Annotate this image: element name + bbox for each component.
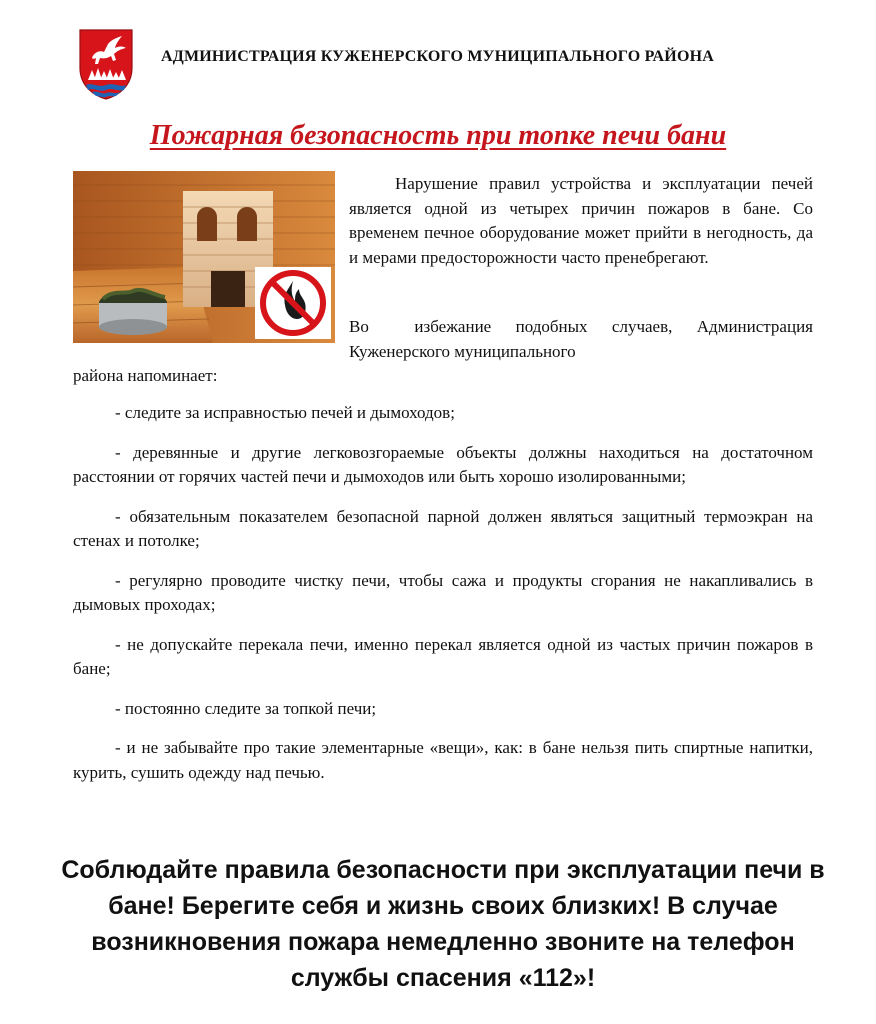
reminder-paragraph xyxy=(73,315,813,389)
list-item: - следите за исправностью печей и дымоходов; xyxy=(115,403,455,422)
list-item: - деревянные и другие легковозгораемые объекты должны находиться на достаточном расстоянии от горячих частей печи и дымоходов или быть хорошо изолированными; xyxy=(73,442,813,486)
coat-of-arms-icon xyxy=(78,28,134,100)
list-item: - обязательным показателем безопасной парной должен являться защитный термоэкран на стенах и потолке; xyxy=(73,506,813,550)
closing-appeal: Соблюдайте правила безопасности при эксплуатации печи в бане! Берегите себя и жизнь своих близких! В случае возникновения пожара немедленно звоните на телефон службы спасения «112»! xyxy=(61,856,825,992)
document-header xyxy=(78,28,798,100)
safety-rules-list xyxy=(73,401,813,800)
reminder-text-line1: избежание подобных случаев, Администрация Куженерского муниципального xyxy=(349,317,813,361)
reminder-line-1 xyxy=(73,315,813,364)
organization-name: АДМИНИСТРАЦИЯ КУЖЕНЕРСКОГО МУНИЦИПАЛЬНОГО РАЙОНА xyxy=(161,48,714,65)
list-item: - регулярно проводите чистку печи, чтобы сажа и продукты сгорания не накапливались в дымовых проходах; xyxy=(73,570,813,614)
page-title: Пожарная безопасность при топке печи бани xyxy=(149,120,727,151)
list-item: - и не забывайте про такие элементарные «вещи», как: в бане нельзя пить спиртные напитки, курить, сушить одежду над печью. xyxy=(73,738,813,782)
list-item: - не допускайте перекала печи, именно перекал является одной из частых причин пожаров в бане; xyxy=(73,634,813,678)
reminder-text-line2: района напоминает: xyxy=(73,366,218,385)
reminder-first-word: Во xyxy=(349,317,369,336)
intro-paragraph: Нарушение правил устройства и эксплуатации печей является одной из четырех причин пожаров в бане. Со временем печное оборудование может прийти в негодность, да и мерами предосторожности часто пренебрегают. xyxy=(349,174,813,267)
list-item: - постоянно следите за топкой печи; xyxy=(115,698,377,718)
